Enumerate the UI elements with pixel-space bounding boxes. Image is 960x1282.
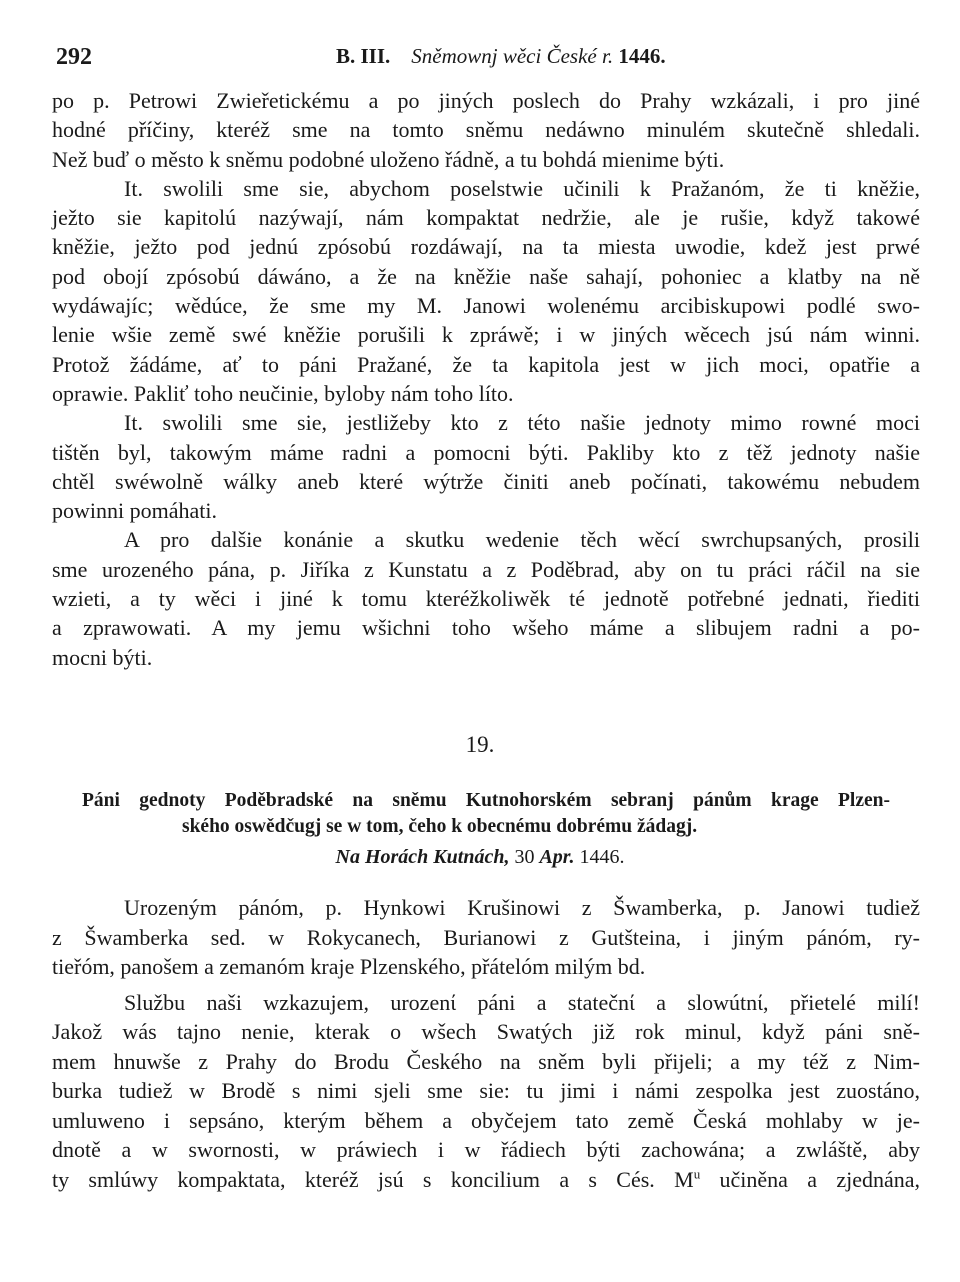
section-label: B. III. <box>336 44 391 68</box>
text-line: chtěl swéwolně wálky aneb které wýtrže činiti aneb počínati, takowému nebudem <box>52 468 920 494</box>
text-line: It. swolili sme sie, abychom poselstwie učinili k Pražanóm, že ti kněžie, <box>124 175 920 201</box>
text-line: Urozeným pánóm, p. Hynkowi Krušinowi z Šwamberka, p. Janowi tudiež <box>124 895 920 920</box>
text-fragment: ty smlúwy kompaktata, kteréž jsú s koncilium a s Cés. M <box>52 1166 694 1192</box>
text-line: A pro dalšie konánie a skutku wedenie těch wěcí swrchupsaných, prosili <box>124 527 920 553</box>
text-line: hodné příčiny, kteréž sme na tomto sněmu nedáwno minulém skutečně shledali. <box>52 117 920 143</box>
day: 30 <box>514 846 535 868</box>
text-line: mocni býti. <box>52 644 153 670</box>
text-line: wzieti, a ty wěci i jiné k tomu kteréžkoliwěk té jednotě potřebné jednati, řiediti <box>52 586 920 612</box>
text-line: ježto sie kapitolú nazýwají, nám kompaktat nedržie, ale je rušie, když takowé <box>52 205 920 231</box>
superscript: u <box>693 1166 701 1182</box>
running-title <box>336 44 666 69</box>
running-header <box>48 44 918 76</box>
text-line: tištěn byl, takowým máme radni a pomocni býti. Pakliby kto z těž jednoty našie <box>52 439 920 465</box>
place: Na Horách Kutnách, <box>335 846 510 868</box>
text-line: lenie wšie země swé kněžie porušili k zpráwě; i w jiných wěcech jsú nám winni. <box>52 322 920 348</box>
text-line: pod obojí zpósobú dáwáno, a že na kněžie naše sahají, pohoniec a klatby na ně <box>52 263 920 289</box>
upper-text-block <box>52 86 920 672</box>
title-italic: Sněmownj wěci České r. <box>411 44 614 68</box>
text-line: oprawie. Pakliť toho neučinie, byloby nám toho líto. <box>52 380 514 406</box>
text-line: kněžie, ježto pod jednú zpósobú rozdáwají, na ta miesta uwodie, kdež jest prwé <box>52 234 920 260</box>
text-line: sme urozeného pána, p. Jiříka z Kunstatu a z Poděbrad, aby on tu práci ráčil na sie <box>52 556 920 582</box>
text-line: z Šwamberka sed. w Rokycanech, Burianowi z Gutšteina, i jiným pánóm, ry- <box>52 924 920 950</box>
text-line: burka tudiež w Brodě s nimi sjeli sme sie: tu jimi i námi zespolka jest zuostáno, <box>52 1078 920 1103</box>
month: Apr. <box>539 846 575 868</box>
text-line: powinni pomáhati. <box>52 498 217 524</box>
text-line: mem hnuwše z Prahy do Brodu Českého na sněm byli přijeli; a my též z Nim- <box>52 1048 920 1074</box>
text-line: tieřóm, panošem a zemanóm kraje Plzenského, přátelóm milým bd. <box>52 954 646 979</box>
text-line: Službu naši wzkazujem, urozenί páni a statečnί a slowútnί, přietelé milí! <box>124 989 920 1015</box>
text-line: umluweno i sepsáno, kterým během a obyčejem tato země Česká mohlaby w je- <box>52 1107 920 1133</box>
title-line: Páni gednoty Poděbradské na sněmu Kutnohorském sebranj pánům krage Plzen- <box>82 790 890 811</box>
text-line: Protož žádáme, ať to páni Pražané, že ta kapitola jest w jich moci, opatřie a <box>52 351 920 377</box>
document-dateline <box>0 846 960 869</box>
text-fragment: učiněna a zjednána, <box>700 1166 920 1192</box>
text-line: It. swolili sme sie, jestližeby kto z této našie jednoty mimo rowné moci <box>124 410 920 436</box>
date-year: 1446. <box>579 846 625 868</box>
header-year: 1446. <box>618 44 666 68</box>
page-number: 292 <box>56 44 92 70</box>
document-number: 19. <box>465 732 495 757</box>
title-line: ského oswědčugj se w tom, čeho k obecnému dobrému žádagj. <box>182 816 698 837</box>
text-line: po p. Petrowi Zwieřetickému a po jiných poslech do Prahy wzkázali, i pro jiné <box>52 88 920 113</box>
text-line: wydáwajíc; wědúce, že sme my M. Janowi wolenému arcibiskupowi podlé swo- <box>52 293 920 319</box>
text-line-final <box>52 1165 920 1195</box>
text-line: Jakož wás tajno nenie, kterak o wšech Swatých již rok minul, když páni sně- <box>52 1019 920 1044</box>
text-line: a zprawowati. A my jemu wšichni toho wšeho máme a slibujem radni a po- <box>52 615 920 641</box>
lower-text-block <box>52 893 920 1194</box>
document-title <box>82 788 890 840</box>
text-line: dnotě a w swornosti, w práwiech i w řádiech býti zachowána; a zwláště, aby <box>52 1137 920 1162</box>
text-line: Než buď o město k sněmu podobné uloženo řádně, a tu bohdá mienime býti. <box>52 146 725 172</box>
